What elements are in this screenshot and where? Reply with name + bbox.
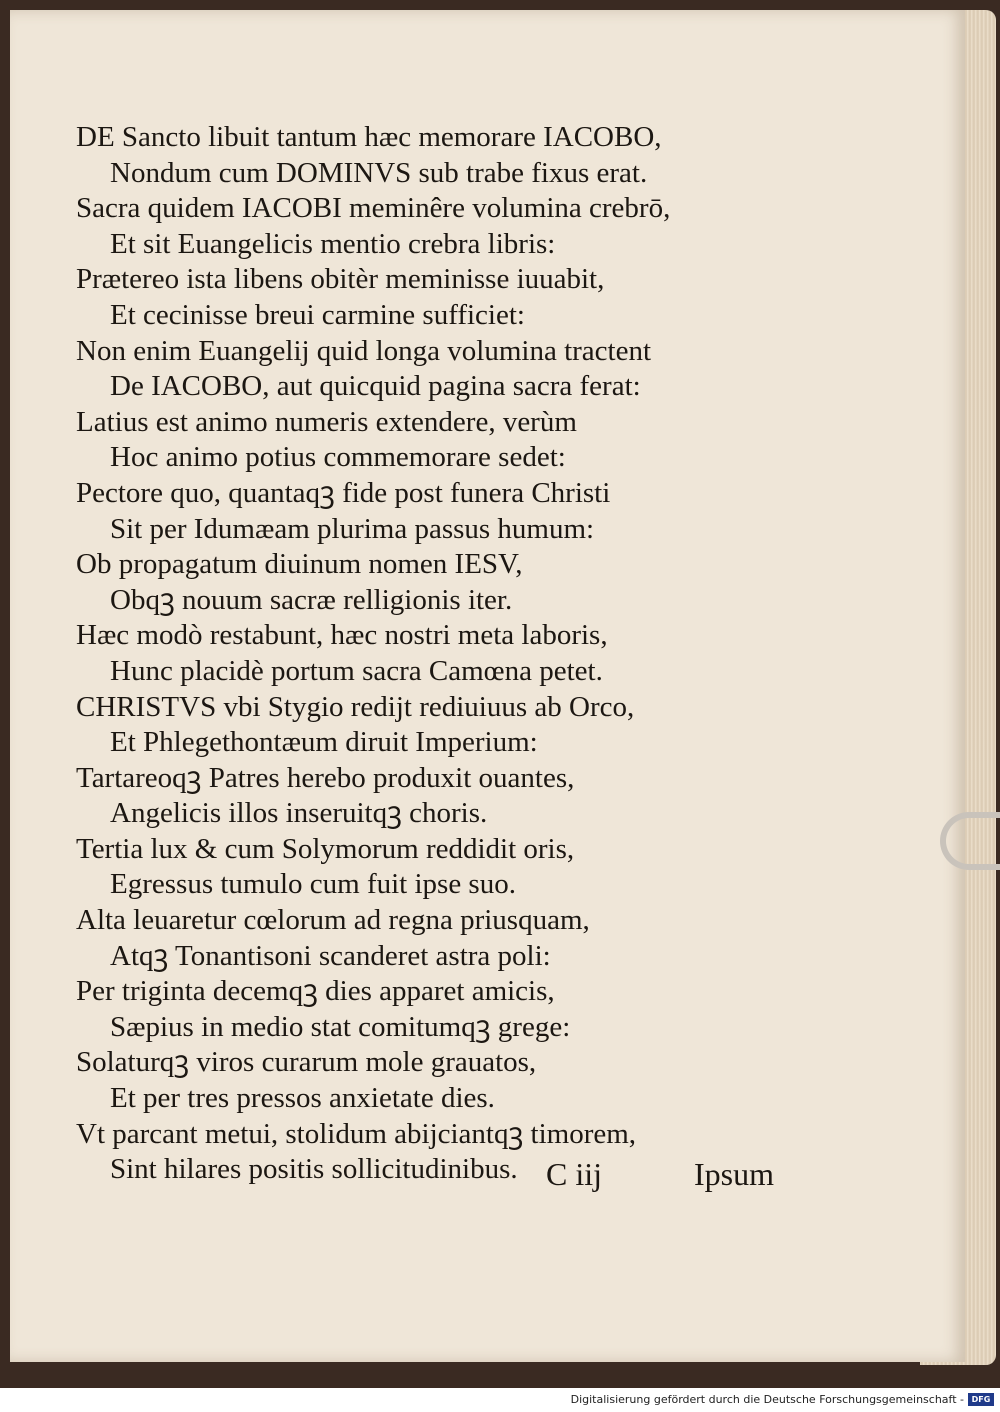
verse-line: Et cecinisse breui carmine sufficiet:	[110, 298, 525, 331]
verse-line: DE Sancto libuit tantum hæc memorare IACOBO,	[76, 121, 662, 153]
verse-line: Sacra quidem IACOBI meminêre volumina crebrō,	[76, 192, 671, 225]
verse-line: Latius est animo numeris extendere, verùm	[76, 405, 577, 438]
verse-line: Per triginta decemqꝫ dies apparet amicis,	[76, 975, 555, 1008]
catchword: Ipsum	[694, 1156, 774, 1192]
verse-line: Hæc modò restabunt, hæc nostri meta laboris,	[76, 619, 608, 652]
verse-line: Ob propagatum diuinum nomen IESV,	[76, 548, 523, 581]
dfg-logo-icon: DFG	[968, 1393, 994, 1406]
verse-line: Angelicis illos inseruitqꝫ choris.	[110, 797, 488, 830]
verse-line: De IACOBO, aut quicquid pagina sacra ferat:	[110, 370, 641, 403]
verse-line: Sint hilares positis sollicitudinibus.	[110, 1153, 518, 1186]
verse-line: Pectore quo, quantaqꝫ fide post funera Christi	[76, 476, 611, 509]
verse-line: Sit per Idumæam plurima passus humum:	[110, 512, 595, 545]
signature-mark: C iij	[546, 1156, 603, 1192]
verse-line: Et Phlegethontæum diruit Imperium:	[110, 726, 538, 759]
verse-line: Solaturqꝫ viros curarum mole grauatos,	[76, 1046, 537, 1079]
verse-line: Hunc placidè portum sacra Camœna petet.	[110, 654, 603, 687]
verse-line: Alta leuaretur cœlorum ad regna priusquam,	[76, 904, 590, 937]
page-clip	[940, 812, 1000, 870]
verse-line: Hoc animo potius commemorare sedet:	[110, 441, 566, 474]
verse-line: Prætereo ista libens obitèr meminisse iuuabit,	[76, 263, 605, 296]
verse-line: Et sit Euangelicis mentio crebra libris:	[110, 227, 556, 260]
poem-text	[76, 120, 816, 1188]
verse-line: Vt parcant metui, stolidum abijciantqꝫ timorem,	[76, 1117, 637, 1150]
verse-line: Et per tres pressos anxietate dies.	[110, 1082, 495, 1115]
verse-line: CHRISTVS vbi Stygio redijt rediuiuus ab Orco,	[76, 690, 635, 723]
verse-line: Egressus tumulo cum fuit ipse suo.	[110, 868, 516, 901]
verse-line: Non enim Euangelij quid longa volumina tractent	[76, 334, 652, 367]
verse-line: Nondum cum DOMINVS sub trabe fixus erat.	[110, 156, 648, 189]
verse-line: Tartareoqꝫ Patres herebo produxit ouantes,	[76, 761, 575, 794]
verse-line: Obqꝫ nouum sacræ relligionis iter.	[110, 583, 513, 616]
footer-text: Digitalisierung gefördert durch die Deutsche Forschungsgemeinschaft -	[570, 1393, 964, 1406]
footer	[0, 1388, 1000, 1412]
verse-line: Tertia lux & cum Solymorum reddidit oris,	[76, 832, 575, 865]
verse-line: Sæpius in medio stat comitumqꝫ grege:	[110, 1010, 571, 1043]
verse-line: Atqꝫ Tonantisoni scanderet astra poli:	[110, 939, 551, 972]
